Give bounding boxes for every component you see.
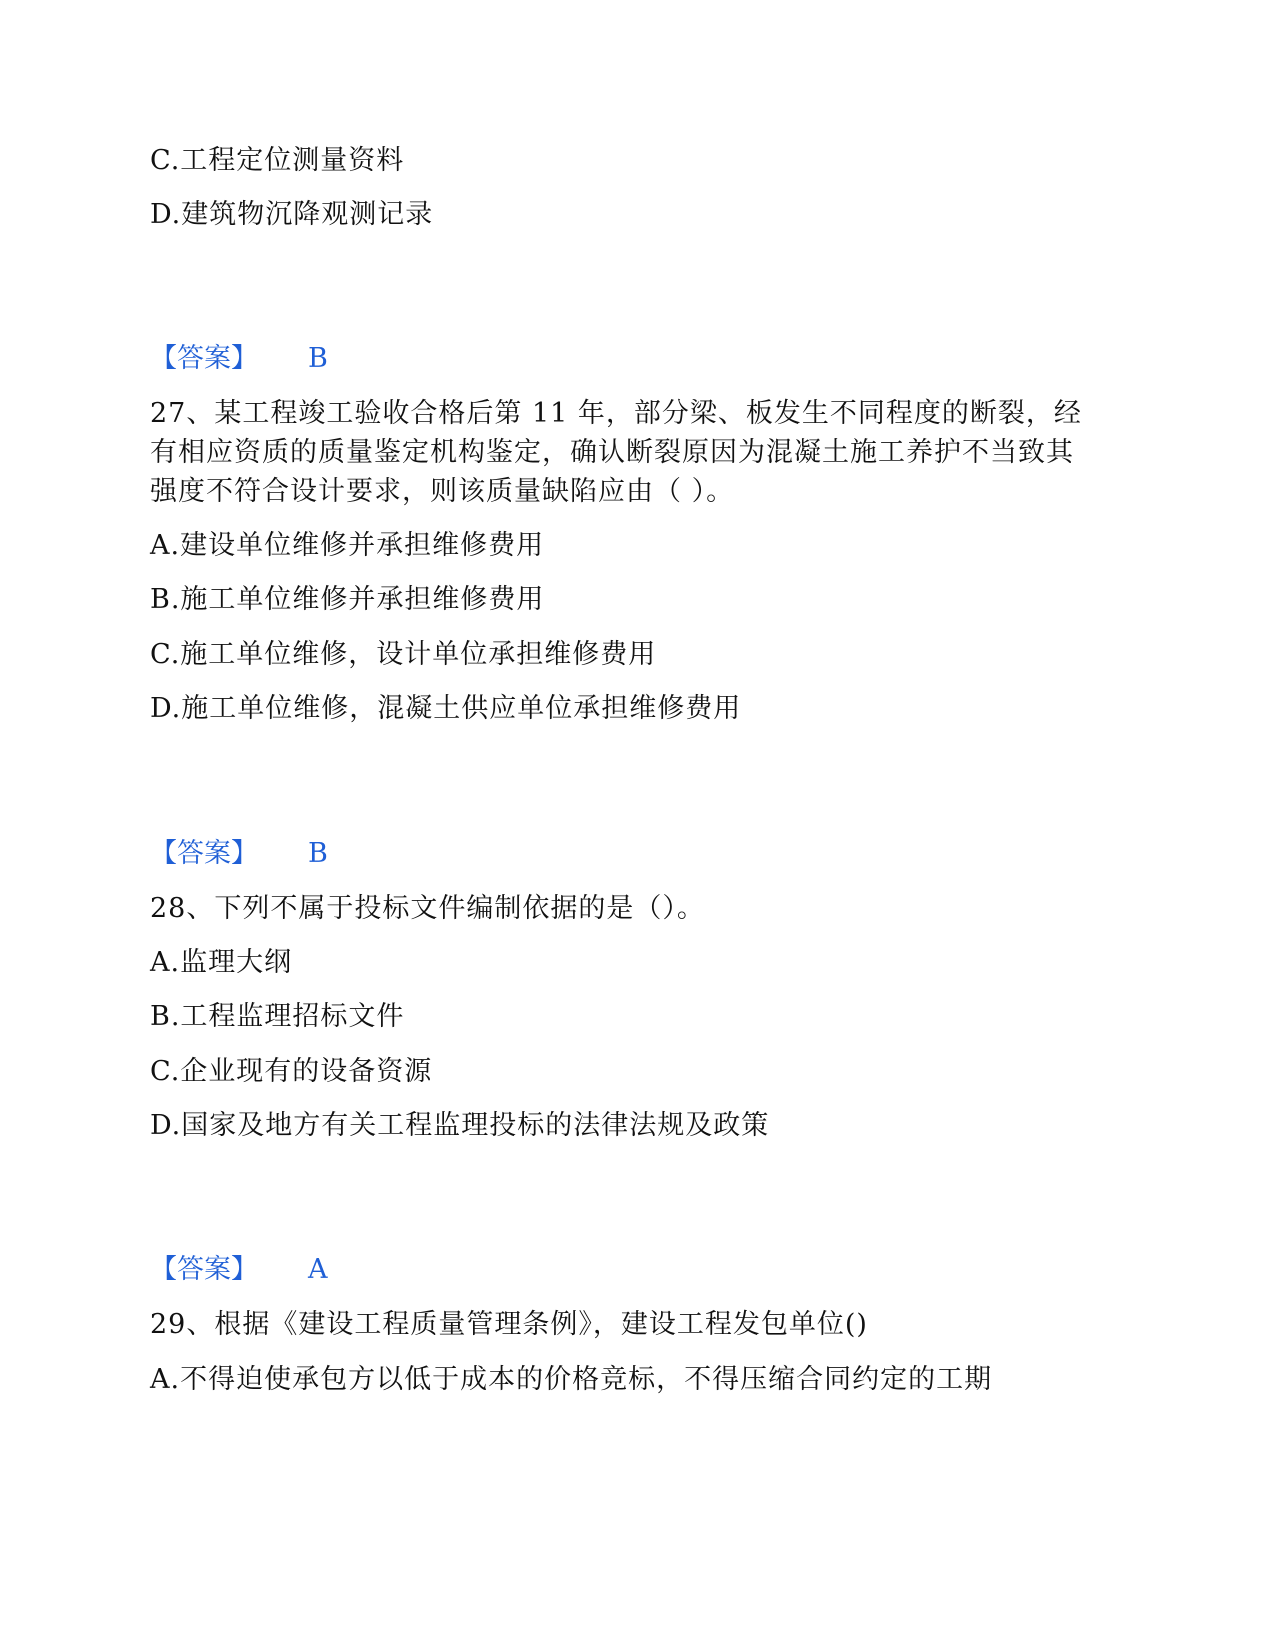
q26-option-c: C.工程定位测量资料: [150, 145, 405, 176]
q27-option-b: B.施工单位维修并承担维修费用: [150, 584, 545, 615]
q27-option-d: D.施工单位维修，混凝土供应单位承担维修费用: [150, 693, 742, 724]
q28-option-c: C.企业现有的设备资源: [150, 1056, 433, 1087]
q26-option-d: D.建筑物沉降观测记录: [150, 199, 434, 230]
q28-option-d: D.国家及地方有关工程监理投标的法律法规及政策: [150, 1110, 770, 1141]
q28-stem: 28、下列不属于投标文件编制依据的是（）。: [150, 893, 705, 924]
answer-26: [150, 341, 328, 377]
answer-label: 【答案】: [150, 1254, 258, 1285]
q29-option-a: A.不得迫使承包方以低于成本的价格竞标，不得压缩合同约定的工期: [150, 1364, 993, 1395]
answer-value: A: [308, 1254, 328, 1285]
answer-value: B: [308, 343, 328, 374]
q28-option-a: A.监理大纲: [150, 947, 293, 978]
answer-27: [150, 836, 328, 872]
q27-stem-line-3: 强度不符合设计要求，则该质量缺陷应由（ ）。: [150, 476, 735, 507]
answer-label: 【答案】: [150, 343, 258, 374]
q27-stem-line-1: 27、某工程竣工验收合格后第 11 年，部分梁、板发生不同程度的断裂，经: [150, 398, 1082, 429]
q27-stem-line-2: 有相应资质的质量鉴定机构鉴定，确认断裂原因为混凝土施工养护不当致其: [150, 437, 1074, 468]
answer-value: B: [308, 838, 328, 869]
q27-option-c: C.施工单位维修，设计单位承担维修费用: [150, 639, 657, 670]
answer-28: [150, 1252, 328, 1288]
q27-option-a: A.建设单位维修并承担维修费用: [150, 530, 545, 561]
q28-option-b: B.工程监理招标文件: [150, 1001, 405, 1032]
q29-stem: 29、根据《建设工程质量管理条例》，建设工程发包单位(): [150, 1309, 868, 1340]
answer-label: 【答案】: [150, 838, 258, 869]
